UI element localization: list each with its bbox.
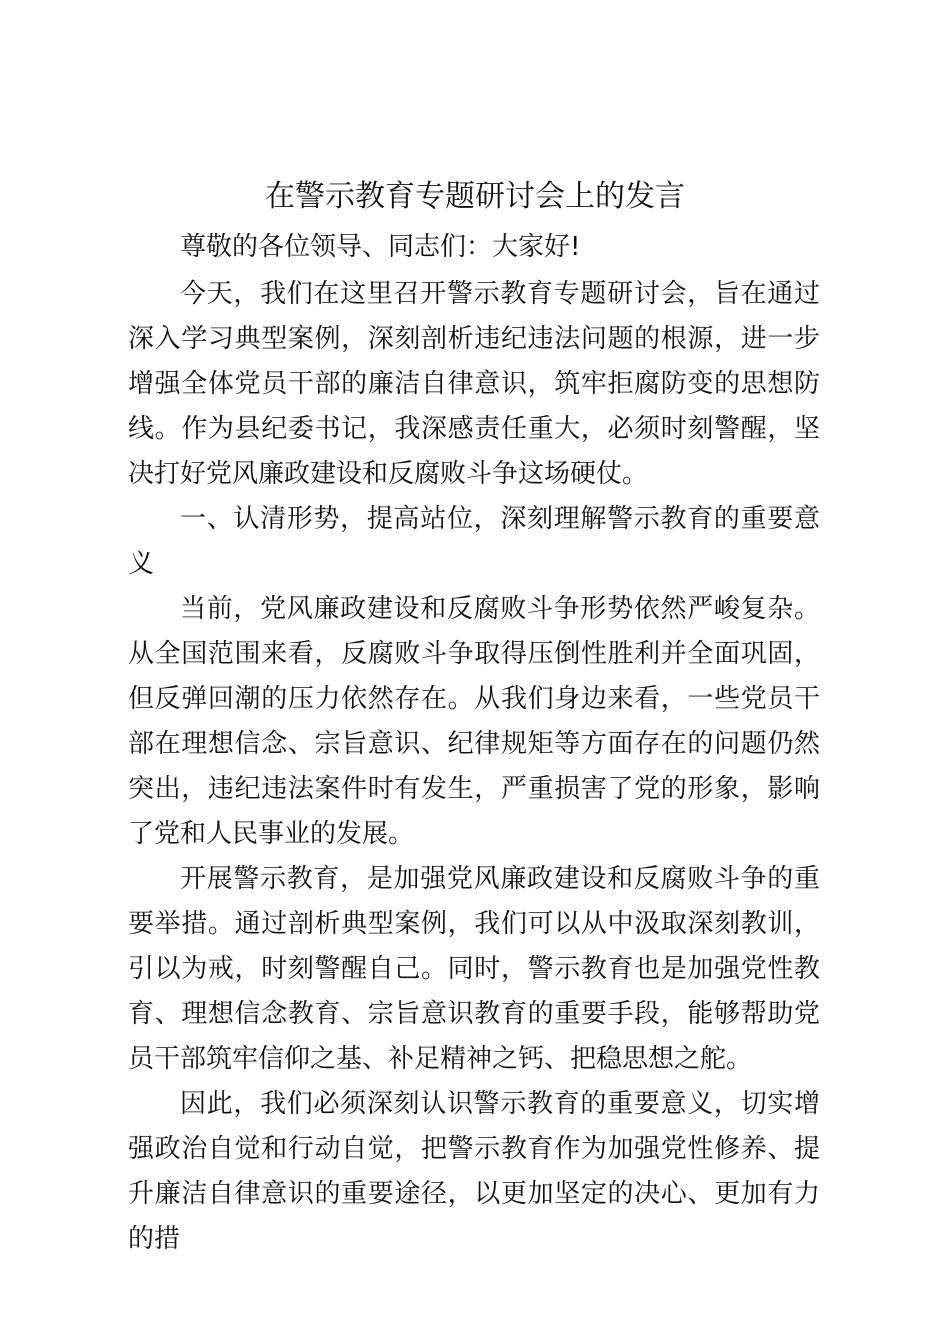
paragraph-measures: 开展警示教育，是加强党风廉政建设和反腐败斗争的重要举措。通过剖析典型案例，我们可以从中汲取深刻教训，引以为戒，时刻警醒自己。同时，警示教育也是加强党性教育、理想信念教育、宗旨意识教育的重要手段，能够帮助党员干部筑牢信仰之基、补足精神之钙、把稳思想之舵。: [128, 864, 820, 1074]
document-body: [128, 225, 820, 1262]
document-title: 在警示教育专题研讨会上的发言: [265, 179, 685, 214]
paragraph-conclusion: 因此，我们必须深刻认识警示教育的重要意义，切实增强政治自觉和行动自觉，把警示教育作为加强党性修养、提升廉洁自律意识的重要途径，以更加坚定的决心、更加有力的措: [128, 1089, 820, 1254]
section-heading-1: 一、认清形势，提高站位，深刻理解警示教育的重要意义: [128, 504, 820, 579]
salutation: 尊敬的各位领导、同志们：大家好!: [180, 232, 581, 262]
paragraph-situation: 当前，党风廉政建设和反腐败斗争形势依然严峻复杂。从全国范围来看，反腐败斗争取得压倒性胜利并全面巩固，但反弹回潮的压力依然存在。从我们身边来看，一些党员干部在理想信念、宗旨意识、纪律规矩等方面存在的问题仍然突出，违纪违法案件时有发生，严重损害了党的形象，影响了党和人民事业的发展。: [128, 594, 820, 849]
paragraph-intro: 今天，我们在这里召开警示教育专题研讨会，旨在通过深入学习典型案例，深刻剖析违纪违法问题的根源，进一步增强全体党员干部的廉洁自律意识，筑牢拒腐防变的思想防线。作为县纪委书记，我深感责任重大，必须时刻警醒，坚决打好党风廉政建设和反腐败斗争这场硬仗。: [128, 279, 820, 489]
